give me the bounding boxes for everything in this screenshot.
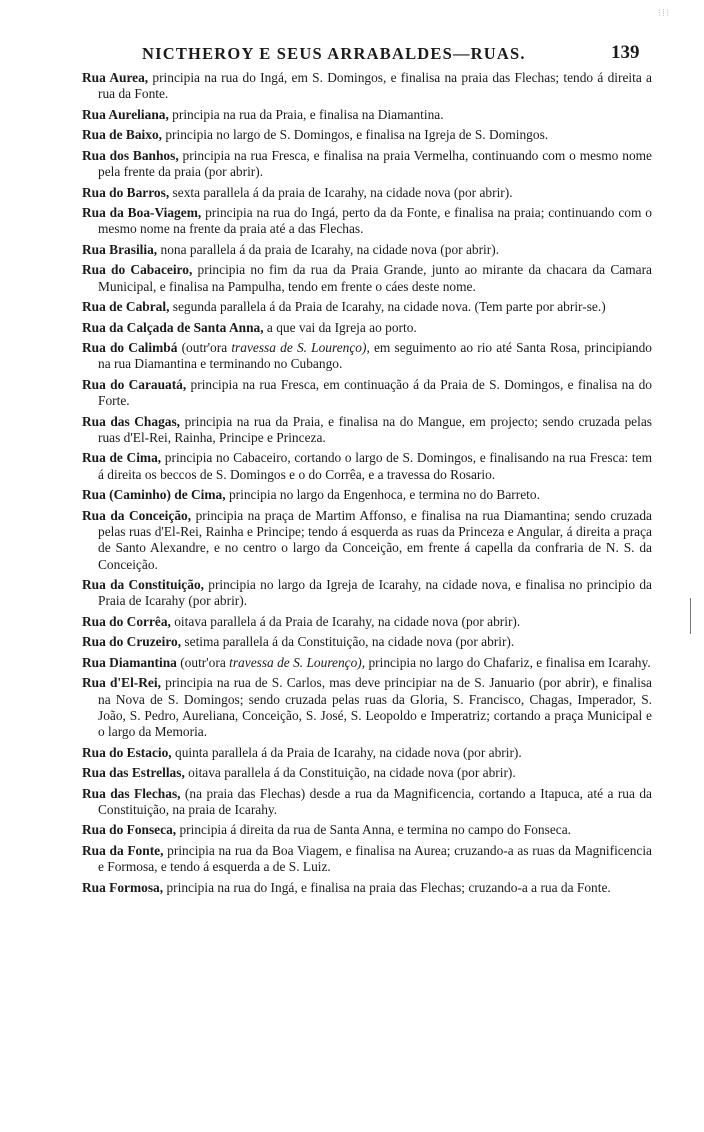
- street-name: Rua da Conceição,: [82, 507, 192, 523]
- street-name: Rua de Cabral,: [82, 299, 170, 315]
- street-entry: [82, 70, 652, 103]
- street-entry: [82, 880, 652, 896]
- street-description: principia no Cabaceiro, cortando o largo de S. Domingos, e finalisando na rua Fresca: tem á direita os beccos de S. Domingos e o do Corrêa, e a travessa do Rosario.: [98, 450, 652, 482]
- street-name: Rua da Constituição,: [82, 577, 204, 593]
- street-description: principia na rua da Boa Viagem, e finalisa na Aurea; cruzando-a as ruas da Magnificencia e Formosa, e tendo á esquerda a de S. Luiz.: [98, 842, 652, 875]
- margin-ink-mark: [690, 598, 693, 634]
- street-name: Rua do Barros,: [82, 184, 170, 200]
- street-description: setima parallela á da Constituição, na cidade nova (por abrir).: [181, 634, 515, 650]
- street-entry: [82, 299, 652, 315]
- street-entry: [82, 508, 652, 573]
- street-name: Rua do Corrêa,: [82, 613, 171, 629]
- street-entry: [82, 205, 652, 238]
- street-description: principia na rua da Praia, e finalisa na Diamantina.: [168, 106, 444, 122]
- street-name: Rua d'El-Rei,: [82, 675, 161, 691]
- street-description: (na praia das Flechas) desde a rua da Magnificencia, cortando a Itapuca, até a rua da Constituição, na praia de Icarahy.: [98, 785, 652, 817]
- street-entry: [82, 822, 652, 838]
- street-description: principia na rua de S. Carlos, mas deve principiar na de S. Januario (por abrir), e finalisa na Nova de S. Domingos; sendo cruzada pelas ruas da Gloria, S. Francisco, Chagas, Imperador, S. João, S. Pedro, Aureliana, Conceição, S. José, S. Leopoldo e Imperatriz; cortando a praça Municipal e o largo da Memoria.: [98, 675, 652, 740]
- street-entry: [82, 634, 652, 650]
- street-description: principia no largo da Engenhoca, e termina no do Barreto.: [225, 487, 540, 503]
- street-former-name: travessa de S. Lourenço),: [231, 340, 370, 356]
- street-description: quinta parallela á da Praia de Icarahy, na cidade nova (por abrir).: [171, 744, 522, 760]
- street-description: segunda parallela á da Praia de Icarahy, na cidade nova. (Tem parte por abrir-se.): [169, 299, 606, 315]
- street-entry: [82, 377, 652, 410]
- street-former-name: travessa de S. Lourenço),: [229, 654, 366, 670]
- street-name: Rua da Boa-Viagem,: [82, 205, 202, 221]
- street-description: oitava parallela á da Praia de Icarahy, na cidade nova (por abrir).: [170, 613, 521, 629]
- street-description: principia na rua do Ingá, em S. Domingos, e finalisa na praia das Flechas; tendo á direita a rua da Fonte.: [98, 70, 652, 102]
- street-entry: [82, 262, 652, 295]
- street-name: Rua do Cruzeiro,: [82, 634, 182, 650]
- street-name: Rua Formosa,: [82, 879, 164, 895]
- street-entry: [82, 340, 652, 373]
- street-entry: [82, 242, 652, 258]
- street-description: principia no largo da Igreja de Icarahy, na cidade nova, e finalisa no principio da Praia de Icarahy (por abrir).: [98, 577, 652, 609]
- street-entry: [82, 107, 652, 123]
- street-description: principia no largo de S. Domingos, e finalisa na Igreja de S. Domingos.: [161, 127, 549, 143]
- street-entry: [82, 675, 652, 740]
- street-entry: [82, 614, 652, 630]
- street-name: Rua de Baixo,: [82, 127, 162, 143]
- street-description: principia no fim da rua da Praia Grande, junto ao mirante da chacara da Camara Municipal, e finalisa na Pampulha, tendo em frente o cáes deste nome.: [98, 262, 652, 294]
- street-name: Rua das Chagas,: [82, 413, 181, 429]
- street-entry: [82, 320, 652, 336]
- street-name: Rua do Carauatá,: [82, 376, 187, 392]
- street-description-continued: em seguimento ao rio até Santa Rosa, principiando na rua Diamantina e terminando no Cubango.: [98, 340, 652, 372]
- street-description: oitava parallela á da Constituição, na cidade nova (por abrir).: [184, 765, 516, 781]
- street-description: principia na rua Fresca, e finalisa na praia Vermelha, continuando com o mesmo nome pela frente da praia (por abrir).: [98, 147, 652, 180]
- street-name: Rua (Caminho) de Cima,: [82, 487, 226, 503]
- street-entry: [82, 414, 652, 447]
- street-entry: [82, 127, 652, 143]
- street-description-continued: principia no largo do Chafariz, e finalisa em Icarahy.: [365, 654, 651, 670]
- street-description: principia á direita da rua de Santa Anna, e termina no campo do Fonseca.: [176, 822, 572, 838]
- library-stamp-mark: ⁝⁞⁝: [658, 8, 671, 19]
- street-name: Rua da Calçada de Santa Anna,: [82, 319, 264, 335]
- street-description: (outr'ora: [176, 654, 230, 670]
- page-number: 139: [611, 42, 640, 63]
- street-description: (outr'ora: [177, 340, 232, 356]
- street-description: principia na praça de Martim Affonso, e finalisa na rua Diamantina; sendo cruzada pelas ruas d'El-Rei, Rainha e Principe; tendo á esquerda as ruas da Princeza e Angular, á direita a praça de Santo Alexandre, e no centro o largo da Conceição, em frente á capella da confraria de N. S. da Conceição.: [98, 507, 652, 572]
- street-description: principia na rua do Ingá, perto da da Fonte, e finalisa na praia; continuando com o mesmo nome na frente da praia até a das Flechas.: [98, 205, 652, 237]
- street-name: Rua dos Banhos,: [82, 147, 179, 163]
- street-description: a que vai da Igreja ao porto.: [263, 319, 417, 335]
- street-entry: [82, 843, 652, 876]
- street-name: Rua das Estrellas,: [82, 765, 185, 781]
- street-entry: [82, 765, 652, 781]
- street-name: Rua da Fonte,: [82, 842, 164, 858]
- street-description: principia na rua do Ingá, e finalisa na praia das Flechas; cruzando-a a rua da Fonte.: [163, 879, 611, 895]
- street-name: Rua Aurea,: [82, 70, 149, 85]
- street-name: Rua de Cima,: [82, 450, 162, 466]
- running-head: NICTHEROY E SEUS ARRABALDES—RUAS.: [142, 44, 526, 63]
- street-entry: [82, 185, 652, 201]
- street-name: Rua Brasilia,: [82, 241, 158, 257]
- street-entry: [82, 786, 652, 819]
- street-name: Rua do Cabaceiro,: [82, 262, 193, 278]
- page-header: [0, 44, 704, 68]
- street-name: Rua do Calimbá: [82, 340, 178, 356]
- street-description: principia na rua da Praia, e finalisa na do Mangue, em projecto; sendo cruzada pelas ruas d'El-Rei, Rainha, Principe e Princeza.: [98, 413, 652, 445]
- street-entry: [82, 450, 652, 483]
- street-name: Rua das Flechas,: [82, 785, 181, 801]
- street-description: sexta parallela á da praia de Icarahy, na cidade nova (por abrir).: [169, 184, 513, 200]
- street-name: Rua do Fonseca,: [82, 822, 177, 838]
- street-entry: [82, 577, 652, 610]
- street-entry: [82, 148, 652, 181]
- street-name: Rua Aureliana,: [82, 106, 169, 122]
- street-description: nona parallela á da praia de Icarahy, na cidade nova (por abrir).: [157, 241, 500, 257]
- street-entry: [82, 745, 652, 761]
- street-entries-list: [82, 70, 652, 900]
- street-entry: [82, 655, 652, 671]
- street-entry: [82, 487, 652, 503]
- street-name: Rua Diamantina: [82, 654, 177, 670]
- street-description: principia na rua Fresca, em continuação á da Praia de S. Domingos, e finalisa na do Forte.: [98, 376, 652, 409]
- street-name: Rua do Estacio,: [82, 744, 172, 760]
